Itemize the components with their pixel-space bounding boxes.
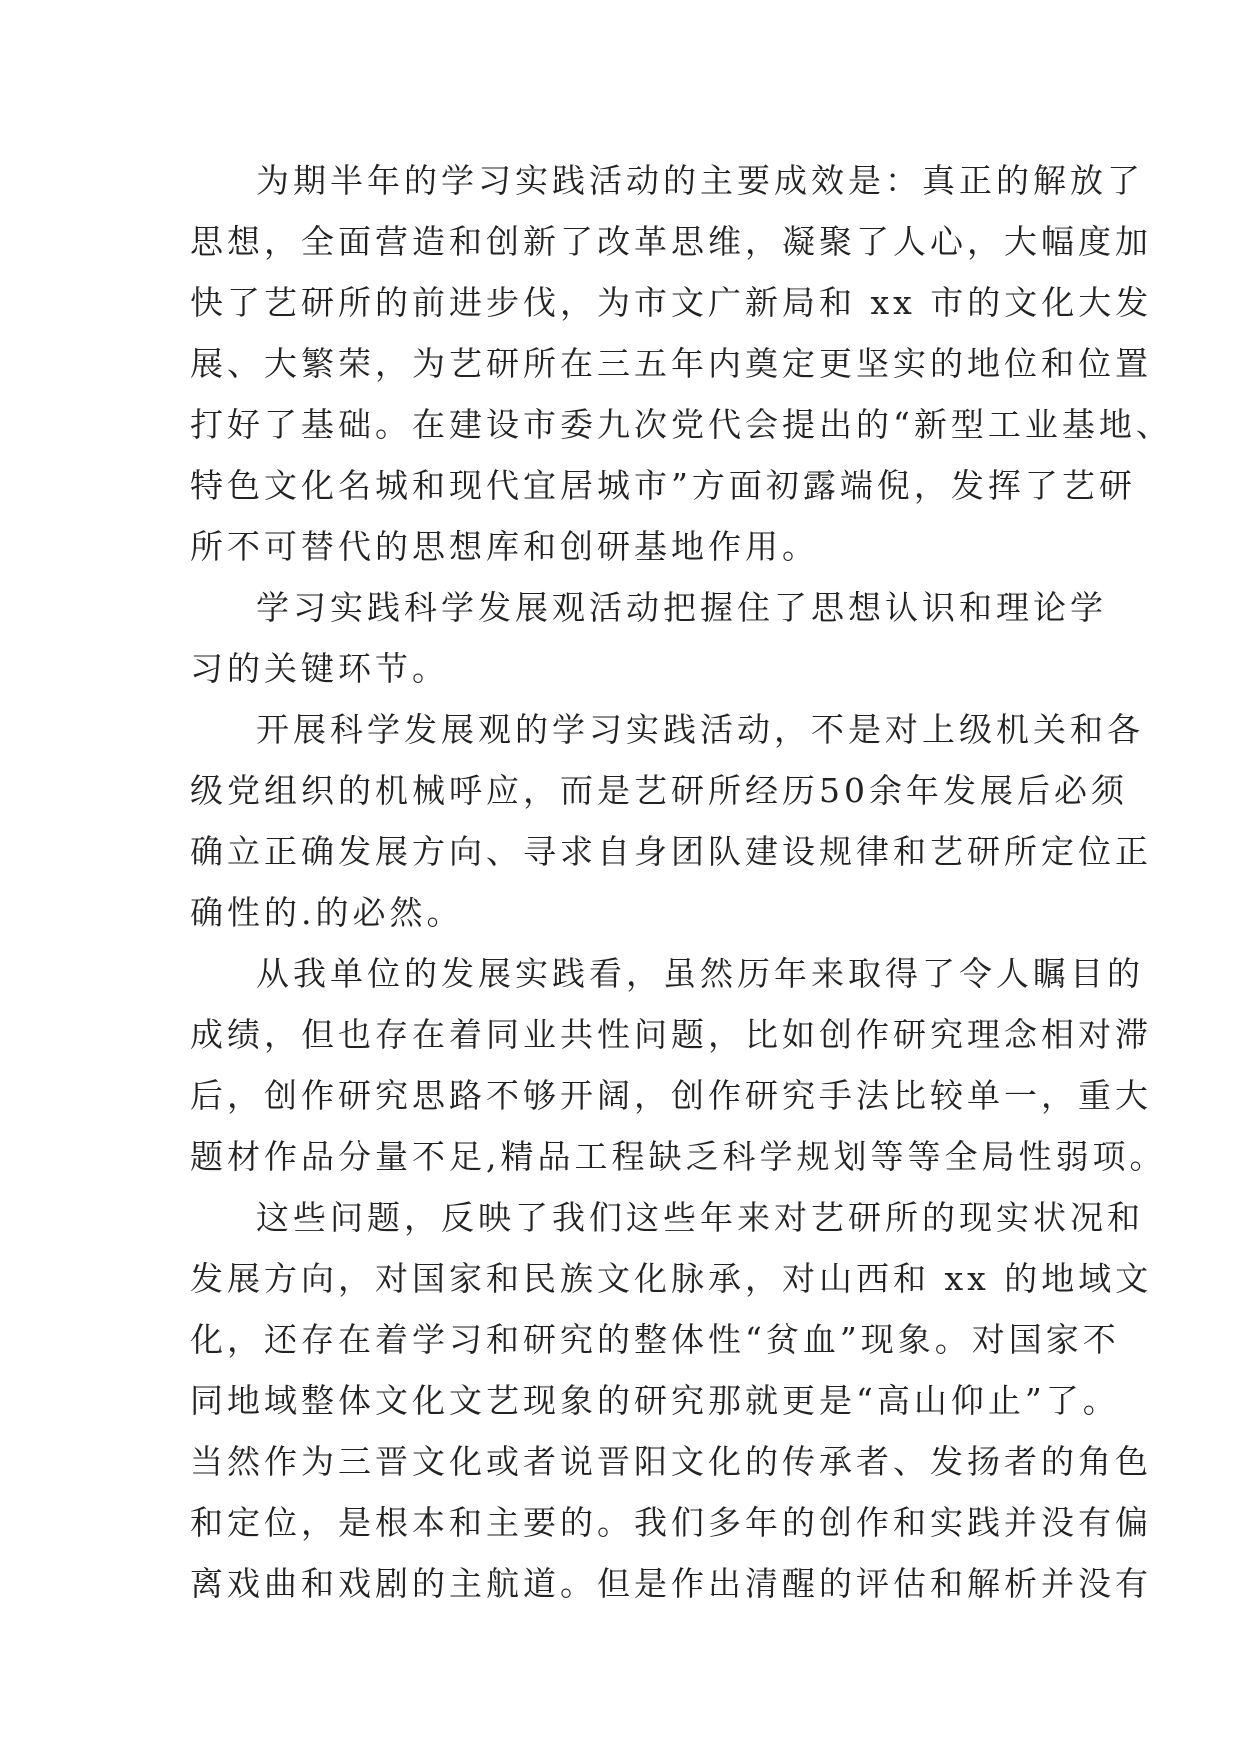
paragraph-1-line-6: 特色文化名城和现代宜居城市”方面初露端倪，发挥了艺研 (190, 466, 1136, 505)
paragraph-1-line-7: 所不可替代的思想库和创研基地作用。 (190, 527, 819, 566)
paragraph-3-line-3: 确立正确发展方向、寻求自身团队建设规律和艺研所定位正 (190, 832, 1152, 871)
paragraph-2-line-1: 学习实践科学发展观活动把握住了思想认识和理论学 (256, 588, 1107, 627)
document-body (190, 150, 1173, 1614)
paragraph-1-line-3: 快了艺研所的前进步伐，为市文广新局和 xx 市的文化大发 (190, 283, 1153, 322)
paragraph-4-line-1: 从我单位的发展实践看，虽然历年来取得了令人瞩目的 (256, 954, 1144, 993)
paragraph-4-line-4: 题材作品分量不足,精品工程缺乏科学规划等等全局性弱项。 (190, 1137, 1167, 1176)
paragraph-1-line-1: 为期半年的学习实践活动的主要成效是：真正的解放了 (256, 161, 1144, 200)
paragraph-4-line-2: 成绩，但也存在着同业共性问题，比如创作研究理念相对滞 (190, 1015, 1152, 1054)
paragraph-5-line-7: 离戏曲和戏剧的主航道。但是作出清醒的评估和解析并没有 (190, 1564, 1152, 1603)
paragraph-2-line-2: 习的关键环节。 (190, 649, 449, 688)
paragraph-3-line-4: 确性的.的必然。 (190, 893, 464, 932)
paragraph-5-line-3: 化，还存在着学习和研究的整体性“贫血”现象。对国家不 (190, 1320, 1120, 1359)
paragraph-1-line-2: 思想，全面营造和创新了改革思维，凝聚了人心，大幅度加 (190, 222, 1152, 261)
paragraph-5-line-4: 同地域整体文化文艺现象的研究那就更是“高山仰止”了。 (190, 1381, 1120, 1420)
paragraph-3-line-1: 开展科学发展观的学习实践活动，不是对上级机关和各 (256, 710, 1144, 749)
paragraph-5-line-5: 当然作为三晋文化或者说晋阳文化的传承者、发扬者的角色 (190, 1442, 1152, 1481)
paragraph-4-line-3: 后，创作研究思路不够开阔，创作研究手法比较单一，重大 (190, 1076, 1152, 1115)
paragraph-3-line-2: 级党组织的机械呼应，而是艺研所经历50余年发展后必须 (190, 771, 1128, 810)
paragraph-5-line-1: 这些问题，反映了我们这些年来对艺研所的现实状况和 (256, 1198, 1144, 1237)
paragraph-1-line-4: 展、大繁荣，为艺研所在三五年内奠定更坚实的地位和位置 (190, 344, 1152, 383)
paragraph-1-line-5: 打好了基础。在建设市委九次党代会提出的“新型工业基地、 (190, 405, 1173, 444)
paragraph-5-line-2: 发展方向，对国家和民族文化脉承，对山西和 xx 的地域文 (190, 1259, 1153, 1298)
paragraph-5-line-6: 和定位，是根本和主要的。我们多年的创作和实践并没有偏 (190, 1503, 1152, 1542)
